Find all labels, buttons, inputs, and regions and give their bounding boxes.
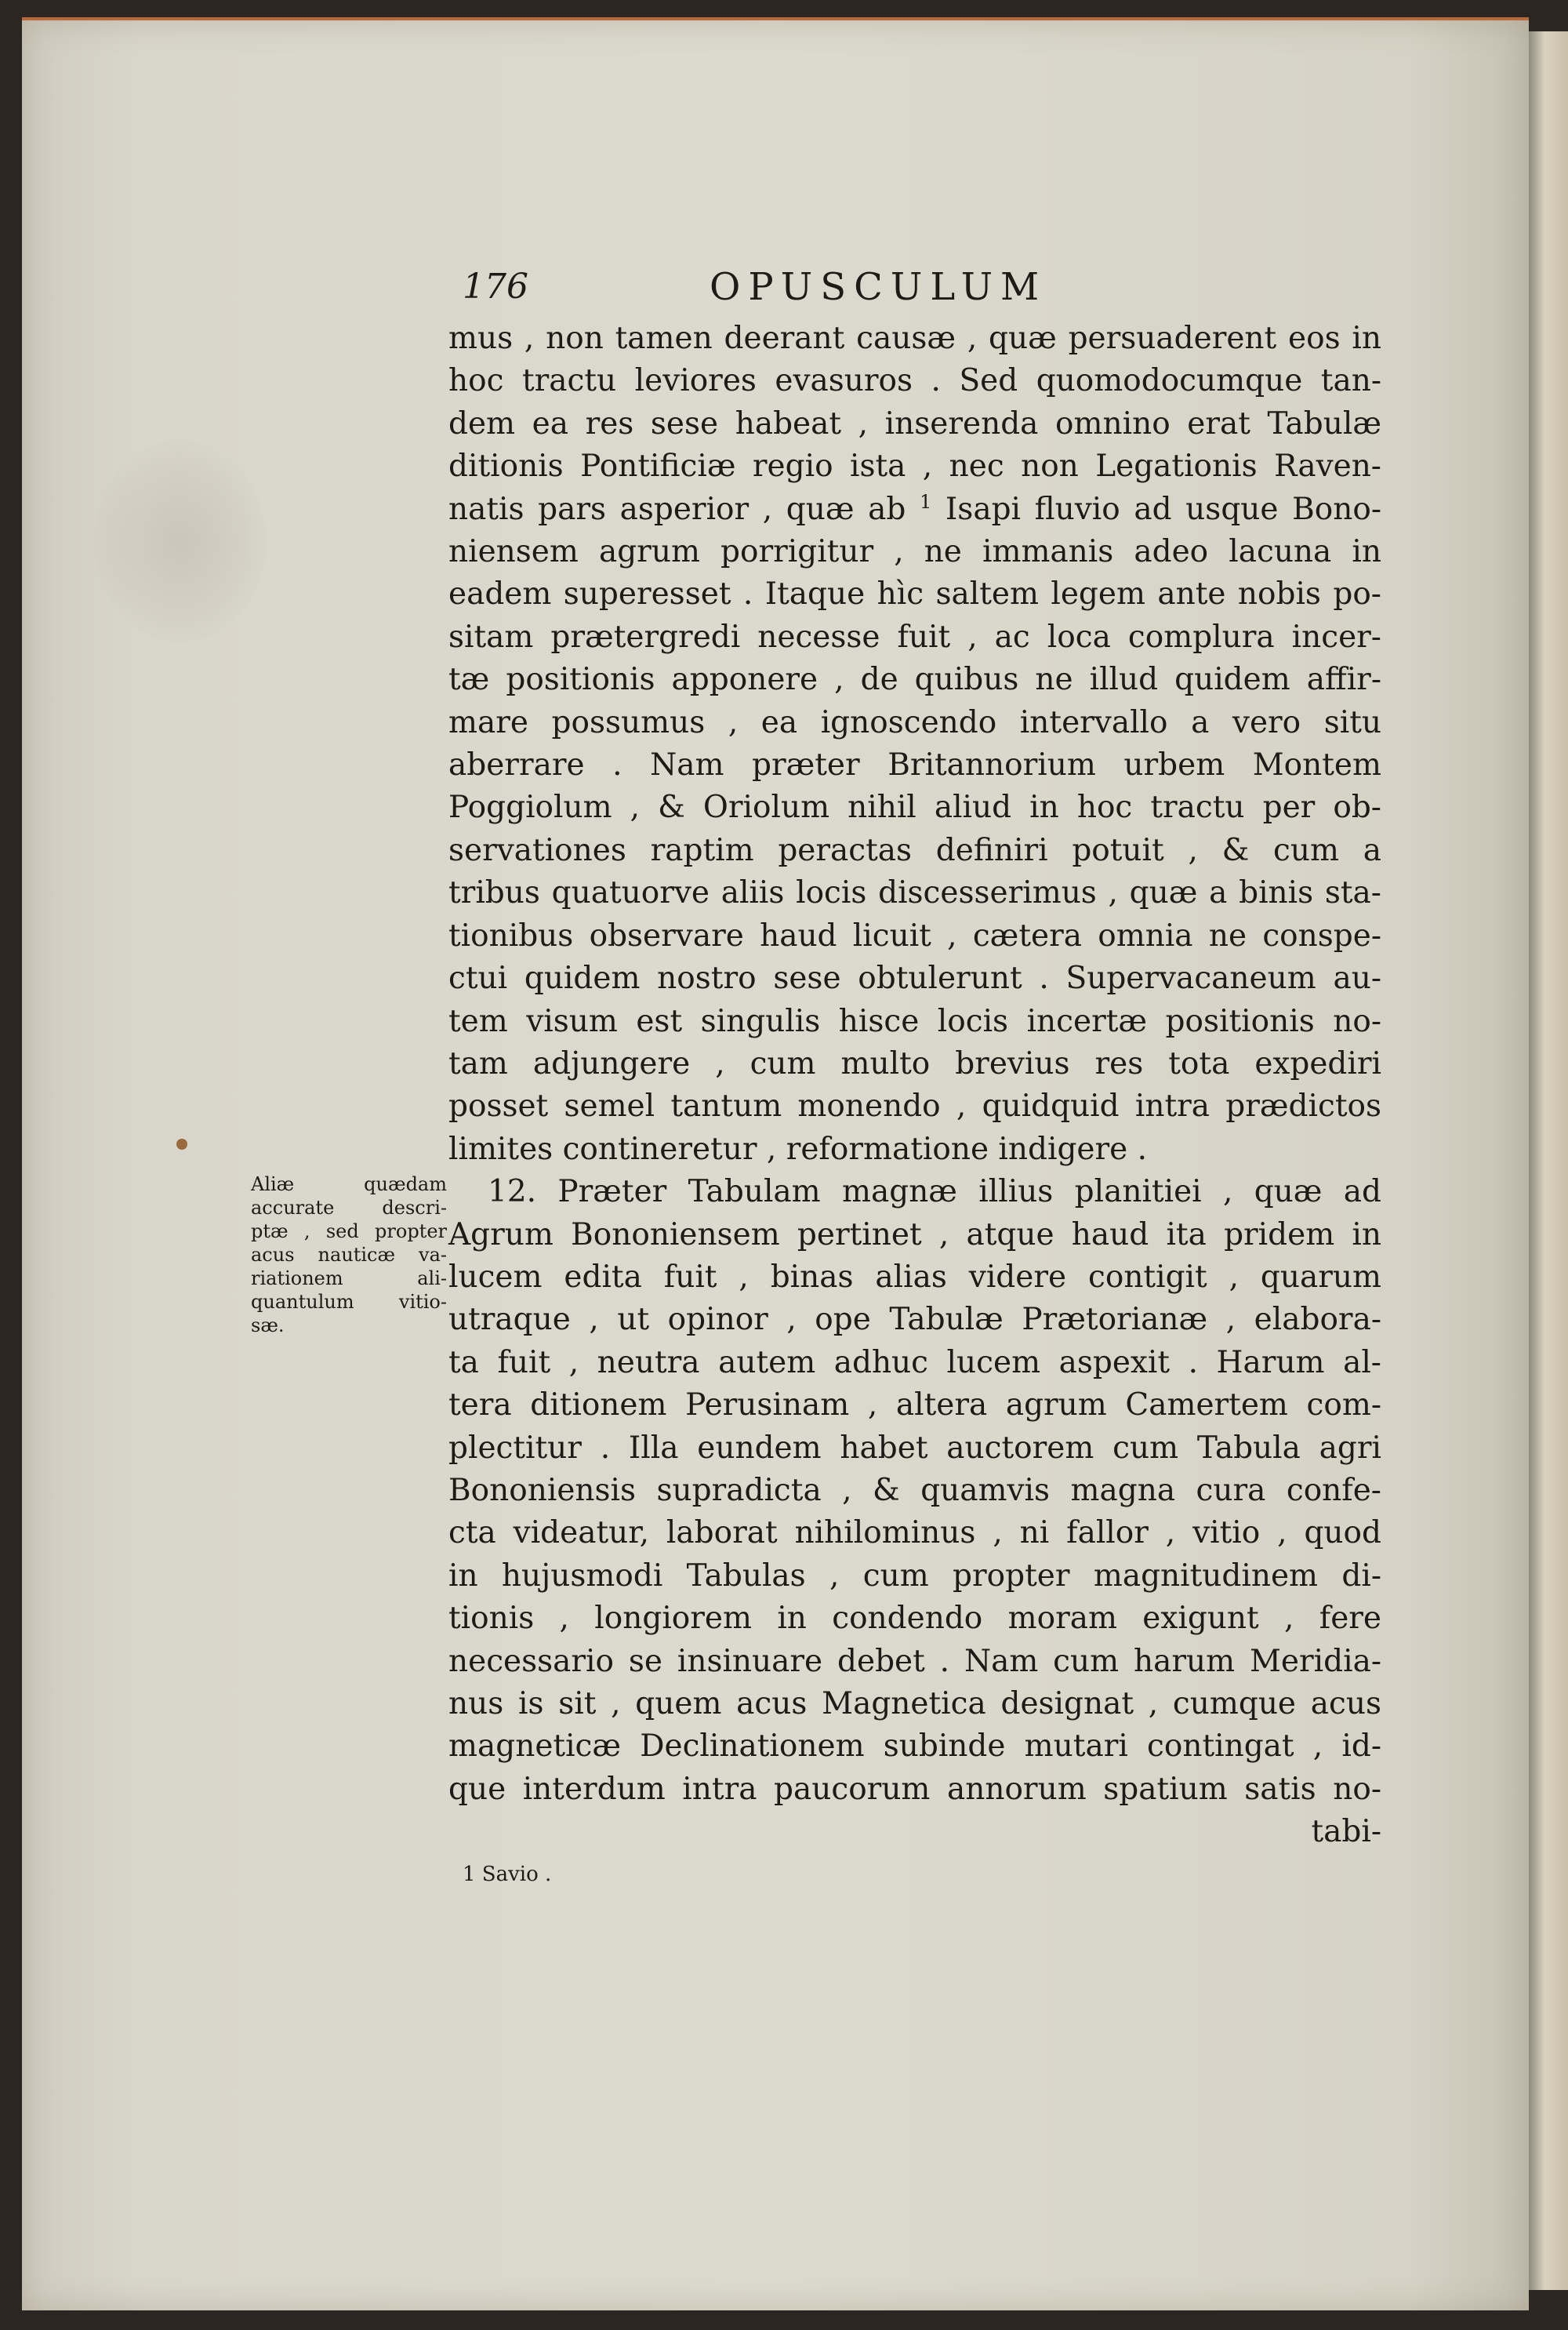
text-line: servationes raptim peractas definiri potuit , & cum a bbox=[448, 832, 1381, 868]
text-line: Poggiolum , & Oriolum nihil aliud in hoc tractu per ob- bbox=[448, 790, 1381, 826]
text-line: eadem superesset . Itaque hìc saltem legem ante nobis po- bbox=[448, 576, 1381, 612]
page-number: 176 bbox=[463, 267, 528, 307]
text-line: niensem agrum porrigitur , ne immanis adeo lacuna in bbox=[448, 534, 1381, 570]
text-line: necessario se insinuare debet . Nam cum harum Meridia- bbox=[448, 1643, 1381, 1679]
text-fragment: natis pars asperior , quæ ab bbox=[448, 491, 906, 527]
ink-spot bbox=[176, 1139, 187, 1150]
text-line: tribus quatuorve aliis locis discesserimus , quæ a binis sta- bbox=[448, 875, 1381, 911]
running-title: OPUSCULUM bbox=[710, 265, 1047, 309]
text-line: Agrum Bononiensem pertinet , atque haud ita pridem in bbox=[448, 1216, 1381, 1252]
text-line: ta fuit , neutra autem adhuc lucem aspexit . Harum al- bbox=[448, 1344, 1381, 1380]
text-line: magneticæ Declinationem subinde mutari contingat , id- bbox=[448, 1728, 1381, 1765]
text-line: que interdum intra paucorum annorum spatium satis no- bbox=[448, 1771, 1381, 1807]
text-line: tæ positionis apponere , de quibus ne illud quidem affir- bbox=[448, 662, 1381, 698]
marginal-line: Aliæ quædam bbox=[251, 1173, 447, 1195]
text-line-with-footnote bbox=[448, 489, 1381, 531]
catchword: tabi- bbox=[1311, 1814, 1381, 1850]
marginal-line: acus nauticæ va- bbox=[251, 1244, 447, 1266]
marginal-line: sæ. bbox=[251, 1314, 285, 1336]
text-line: nus is sit , quem acus Magnetica designat , cumque acus bbox=[448, 1686, 1381, 1721]
text-line: dem ea res sese habeat , inserenda omnino erat Tabulæ bbox=[448, 405, 1381, 442]
text-line: mare possumus , ea ignoscendo intervallo a vero situ bbox=[448, 704, 1381, 740]
text-line: utraque , ut opinor , ope Tabulæ Prætorianæ , elabora- bbox=[448, 1302, 1381, 1338]
text-line: mus , non tamen deerant causæ , quæ persuaderent eos in bbox=[448, 321, 1381, 356]
marginal-line: quantulum vitio- bbox=[251, 1291, 447, 1313]
text-line: tionis , longiorem in condendo moram exigunt , fere bbox=[448, 1601, 1381, 1637]
text-line: cta videatur, laborat nihilominus , ni fallor , vitio , quod bbox=[448, 1515, 1381, 1551]
text-line: tera ditionem Perusinam , altera agrum Camertem com- bbox=[448, 1387, 1381, 1423]
footnote: 1 Savio . bbox=[463, 1863, 552, 1886]
marginal-line: ptæ , sed propter bbox=[251, 1220, 447, 1242]
text-line: Bononiensis supradicta , & quamvis magna cura confe- bbox=[448, 1472, 1381, 1508]
marginal-line: accurate descri- bbox=[251, 1197, 447, 1219]
body-text bbox=[448, 318, 1381, 1854]
marginal-note bbox=[251, 1172, 447, 1337]
text-line: plectitur . Illa eundem habet auctorem cum Tabula agri bbox=[448, 1430, 1381, 1466]
text-line: sitam prætergredi necesse fuit , ac loca complura incer- bbox=[448, 619, 1381, 655]
paper-stain bbox=[94, 439, 267, 643]
text-fragment: Isapi fluvio ad usque Bono- bbox=[945, 491, 1382, 527]
text-line: limites contineretur , reformatione indigere . bbox=[448, 1131, 1148, 1167]
text-line: aberrare . Nam præter Britannorium urbem Montem bbox=[448, 747, 1381, 783]
text-line: ditionis Pontificiæ regio ista , nec non Legationis Raven- bbox=[448, 449, 1381, 485]
text-line: tem visum est singulis hisce locis incertæ positionis no- bbox=[448, 1003, 1381, 1039]
text-line: tam adjungere , cum multo brevius res tota expediri bbox=[448, 1045, 1381, 1081]
text-line: in hujusmodi Tabulas , cum propter magnitudinem di- bbox=[448, 1558, 1381, 1594]
text-line: posset semel tantum monendo , quidquid intra prædictos bbox=[448, 1089, 1381, 1125]
text-line: ctui quidem nostro sese obtulerunt . Supervacaneum au- bbox=[448, 961, 1381, 997]
text-line: hoc tractu leviores evasuros . Sed quomodocumque tan- bbox=[448, 363, 1381, 399]
text-line: tionibus observare haud licuit , cætera omnia ne conspe- bbox=[448, 918, 1381, 954]
footnote-marker: 1 bbox=[920, 490, 932, 513]
page-edge bbox=[1529, 31, 1568, 2290]
page-header bbox=[463, 267, 1403, 322]
text-line: lucem edita fuit , binas alias videre contigit , quarum bbox=[448, 1259, 1381, 1295]
paragraph-12-start: 12. Præter Tabulam magnæ illius planitiei , quæ ad bbox=[488, 1174, 1381, 1210]
marginal-line: riationem ali- bbox=[251, 1267, 447, 1289]
